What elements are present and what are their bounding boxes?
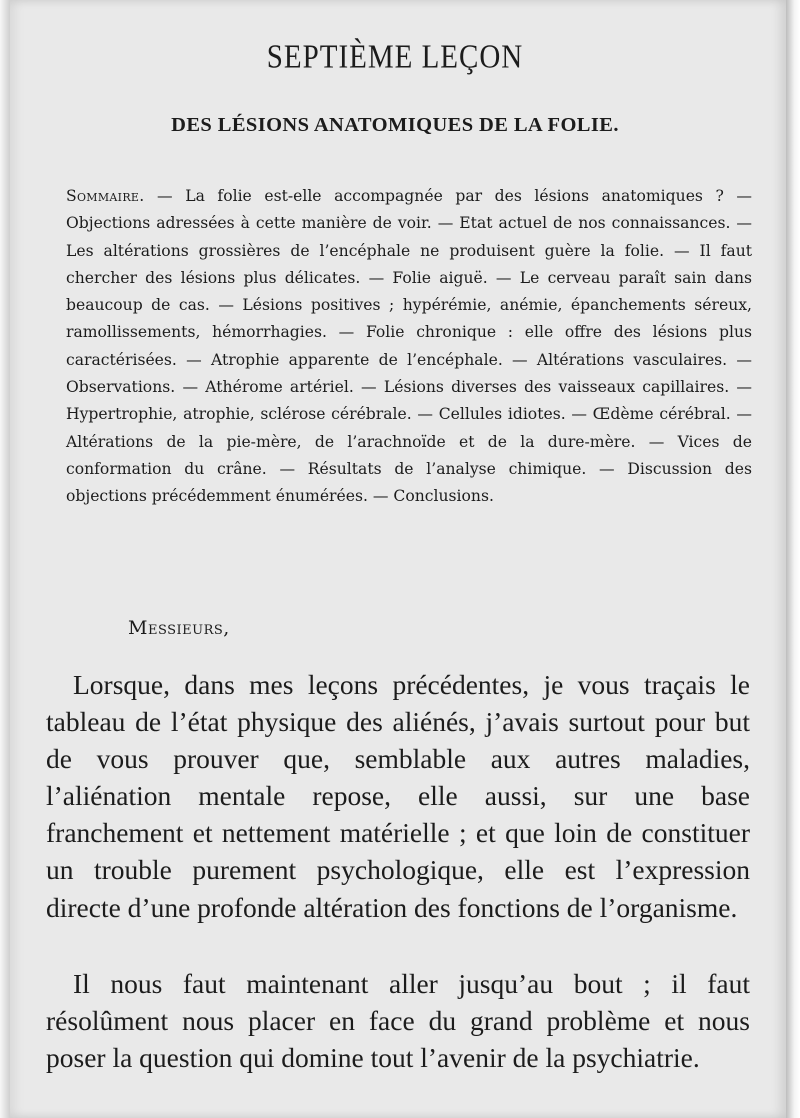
chapter-title: SEPTIÈME LEÇON [266,38,524,76]
chapter-summary [66,183,752,511]
summary-text: — La folie est-elle accompagnée par des lésions anatomiques ? — Objections adressées à cette manière de voir. — Etat actuel de nos connaissances. — Les altérations grossières de l’encéphale ne produisent guère la folie. — Il faut chercher des lésions plus délicates. — Folie aiguë. — Le cerveau paraît sain dans beaucoup de cas. — Lésions positives ; hypérémie, anémie, épanchements séreux, ramollissements, hémorrhagies. — Folie chronique : elle offre des lésions plus caractérisées. — Atrophie apparente de l’encéphale. — Altérations vasculaires. — Observations. — Athérome artériel. — Lésions diverses des vaisseaux capillaires. — Hypertrophie, atrophie, sclérose cérébrale. — Cellules idiotes. — Œdème cérébral. — Altérations de la pie-mère, de l’arachnoïde et de la dure-mère. — Vices de conformation du crâne. — Résultats de l’analyse chimique. — Discussion des objections précédemment énumérées. — Conclusions. [66,187,752,506]
chapter-subtitle: DES LÉSIONS ANATOMIQUES DE LA FOLIE. [171,114,619,136]
summary-label: Sommaire. [66,187,145,205]
body-paragraph-2: Il nous faut maintenant aller jusqu’au bout ; il faut résolûment nous placer en face du grand problème et nous poser la question qui domine tout l’avenir de la psychiatrie. [46,968,750,1074]
page-right-edge [786,0,800,1118]
body-paragraph-1: Lorsque, dans mes leçons précédentes, je vous traçais le tableau de l’état physique des aliénés, j’avais surtout pour but de vous prouver que, semblable aux autres maladies, l’aliénation mentale repose, elle aussi, sur une base franchement et nettement matérielle ; et que loin de constituer un trouble purement psychologique, elle est l’expression directe d’une profonde altération des fonctions de l’organisme. [46,669,750,923]
page-left-edge [0,0,10,1118]
salutation: Messieurs, [128,617,230,639]
page [10,0,786,1118]
